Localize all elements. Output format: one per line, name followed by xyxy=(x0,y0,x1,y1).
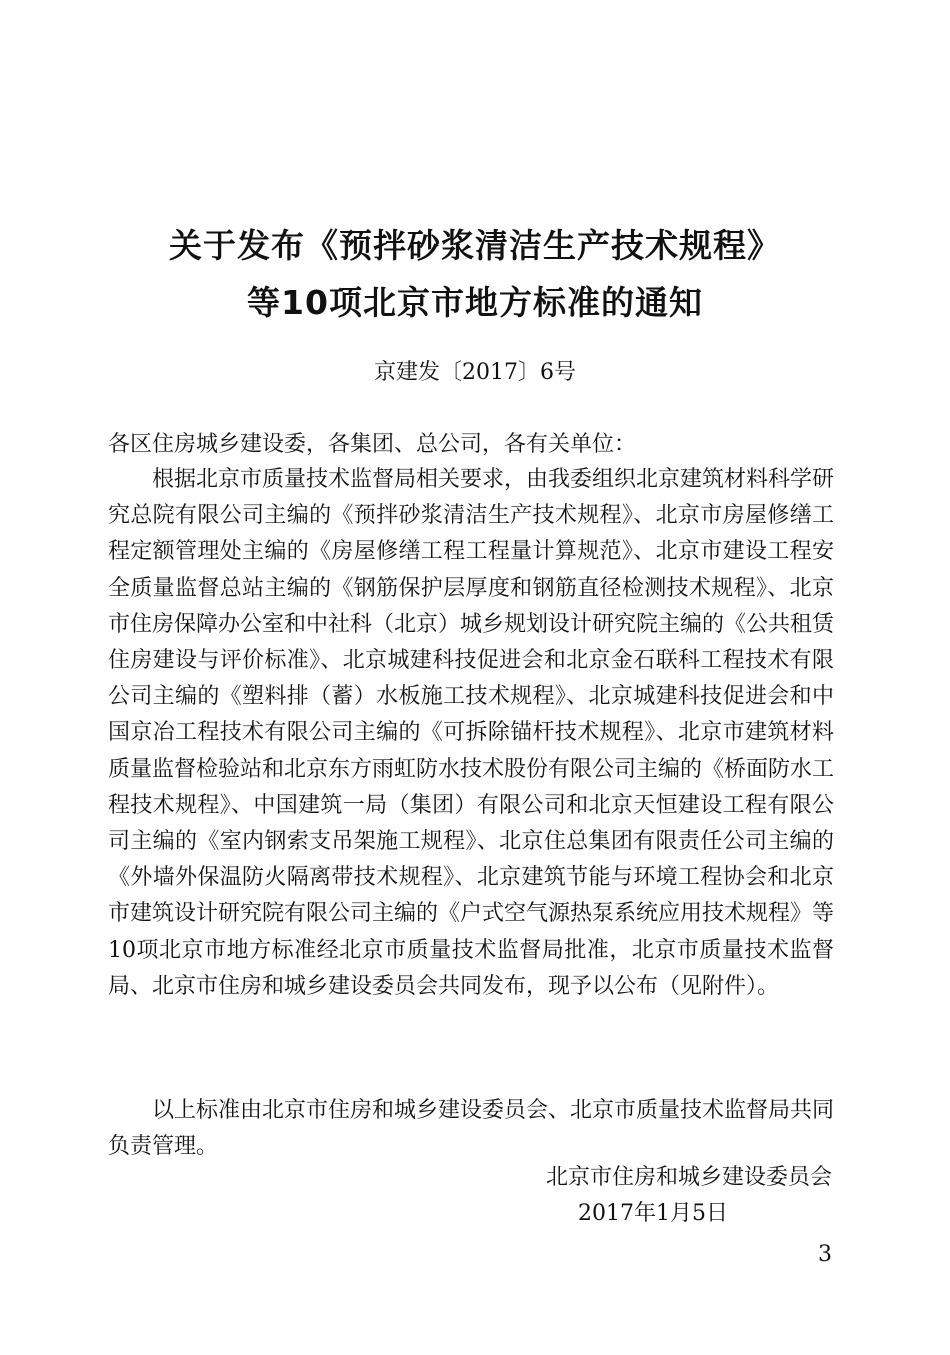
notice-title-line-1: 关于发布《预拌砂浆清洁生产技术规程》 xyxy=(169,226,781,265)
body-paragraph-2: 以上标准由北京市住房和城乡建设委员会、北京市质量技术监督局共同负责管理。 xyxy=(108,1098,835,1160)
body-paragraph-1: 根据北京市质量技术监督局相关要求，由我委组织北京建筑材料科学研究总院有限公司主编的《预拌砂浆清洁生产技术规程》、北京市房屋修缮工程定额管理处主编的《房屋修缮工程工程量计算规范》、北京市建设工程安全质量监督总站主编的《钢筋保护层厚度和钢筋直径检测技术规程》、北京市住房保障办公室和中社科（北京）城乡规划设计研究院主编的《公共租赁住房建设与评价标准》、北京城建科技促进会和北京金石联科工程技术有限公司主编的《塑料排（蓄）水板施工技术规程》、北京城建科技促进会和中国京冶工程技术有限公司主编的《可拆除锚杆技术规程》、北京市建筑材料质量监督检验站和北京东方雨虹防水技术股份有限公司主编的《桥面防水工程技术规程》、中国建筑一局（集团）有限公司和北京天恒建设工程有限公司主编的《室内钢索支吊架施工规程》、北京住总集团有限责任公司主编的《外墙外保温防火隔离带技术规程》、北京建筑节能与环境工程协会和北京市建筑设计研究院有限公司主编的《户式空气源热泵系统应用技术规程》等10项北京市地方标准经北京市质量技术监督局批准，北京市质量技术监督局、北京市住房和城乡建设委员会共同发布，现予以公布（见附件）。 xyxy=(108,467,835,999)
page-number: 3 xyxy=(818,1242,832,1267)
addressee-line: 各区住房城乡建设委，各集团、总公司，各有关单位： xyxy=(108,432,637,457)
document-number: 京建发〔2017〕6号 xyxy=(374,360,576,385)
signature-organization: 北京市住房和城乡建设委员会 xyxy=(545,1165,832,1190)
signature-date: 2017年1月5日 xyxy=(578,1201,728,1226)
notice-title-line-2: 等10项北京市地方标准的通知 xyxy=(247,283,703,322)
